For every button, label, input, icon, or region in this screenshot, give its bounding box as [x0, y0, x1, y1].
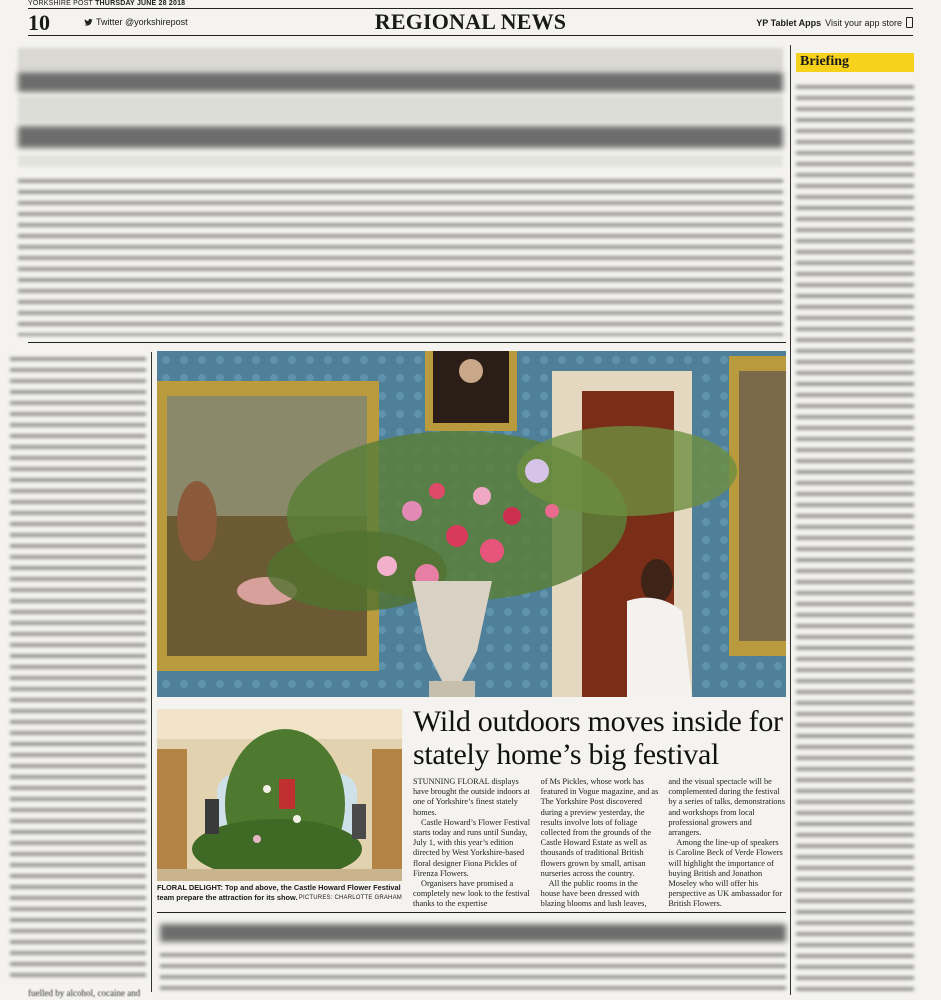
bottom-story-rule: [157, 912, 786, 913]
twitter-label: Twitter @yorkshirepost: [96, 17, 188, 27]
photo-caption: [157, 883, 402, 903]
briefing-label: Briefing: [796, 53, 914, 72]
article-column-1: [413, 777, 531, 910]
paragraph: Among the line-up of speakers is Caroline Beck of Verde Flowers will highlight the importance of buying British and Jonathon Moseley who will offer his perspective as UK ambassador for British Flowers.: [668, 838, 783, 909]
article-body: [413, 777, 786, 910]
caption-text: Top and above, the Castle Howard Flower Festival team prepare the attraction for its show.: [157, 883, 401, 902]
briefing-column-rule: [790, 45, 791, 995]
issue-date: THURSDAY JUNE 28 2018: [95, 0, 186, 7]
paragraph: and the visual spectacle will be complemented during the festival by a series of talks, demonstrations and workshops from local professional growers and arrangers.: [668, 777, 785, 838]
tablet-apps-promo[interactable]: [756, 17, 913, 28]
paragraph: STUNNING FLORAL displays have brought the outside indoors at one of Yorkshire’s finest stately homes.: [413, 777, 530, 817]
paper-name: YORKSHIRE POST: [28, 0, 93, 7]
story-divider-rule: [28, 342, 786, 343]
apps-label: YP Tablet Apps: [756, 17, 822, 28]
article-column-2: [541, 777, 659, 910]
tablet-icon: [906, 17, 913, 28]
masthead-dateline: [28, 0, 185, 7]
page-number: 10: [28, 10, 50, 35]
left-column-fragment: fuelled by alcohol, cocaine and: [28, 988, 141, 998]
article-column-3: [668, 777, 786, 910]
section-title: REGIONAL NEWS: [374, 9, 567, 34]
paragraph: All the public rooms in the house have been dressed with blazing blooms and lush leaves,: [540, 879, 647, 909]
secondary-photo-team: [157, 709, 402, 881]
left-column-rule: [151, 352, 152, 992]
photo-credit: PICTURES: CHARLOTTE GRAHAM: [298, 895, 402, 901]
paragraph: of Ms Pickles, whose work has featured in Vogue magazine, and as The Yorkshire Post discovered during a preview yesterday, the results involve lots of foliage collected from the grounds of the Castle Howard Estate as well as thousands of traditional British flowers grown by small, artisan nurseries across the country.: [540, 777, 659, 878]
caption-label: FLORAL DELIGHT:: [157, 883, 223, 892]
left-column-blurred: [10, 352, 146, 982]
apps-text: Visit your app store: [825, 17, 902, 28]
paragraph: Castle Howard’s Flower Festival starts today and runs until Sunday, July 1, with this year’s edition directed by West Yorkshire-based floral designer Fiona Pickles of Firenza Flowers.: [413, 817, 530, 878]
masthead-bottom-rule: [28, 35, 913, 36]
briefing-column-blurred: [796, 80, 914, 998]
paragraph: Organisers have promised a completely new look to the festival thanks to the expertise: [413, 879, 530, 909]
main-photo-flower-arrangement: [157, 351, 786, 697]
article-headline: Wild outdoors moves inside for stately home’s big festival: [413, 705, 783, 771]
